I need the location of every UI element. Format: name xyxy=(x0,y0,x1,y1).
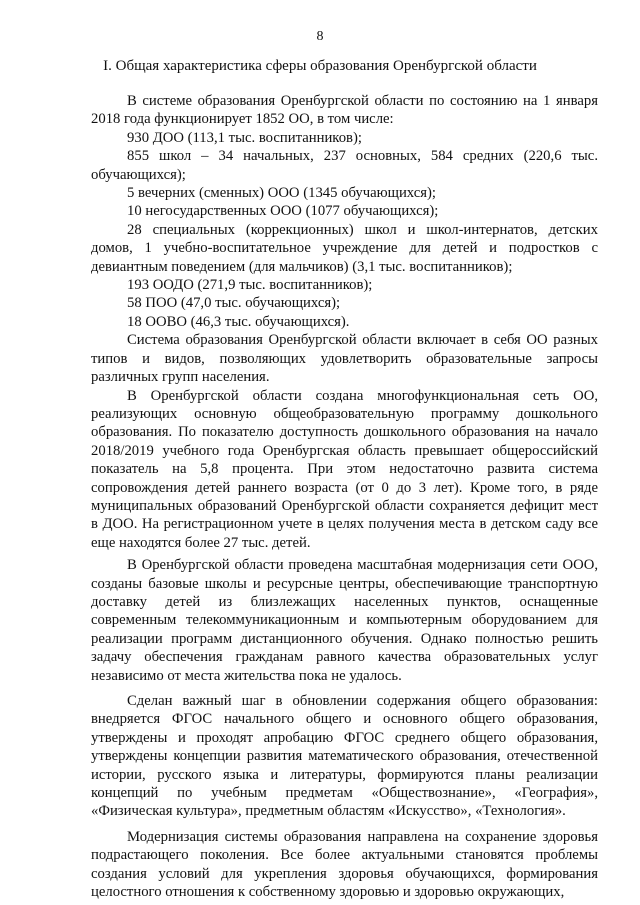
paragraph-content-update: Сделан важный шаг в обновлении содержания общего образования: внедряется ФГОС начального общего и основного общего образования, утверждены и проходят апробацию ФГОС среднего общего образования, утверждены концепции развития математического образования, отечественной истории, русского языка и литературы, формируются планы реализации концепций по учебным предметам «Обществознание», «География», «Физическая культура», предметным областям «Искусство», «Технология». xyxy=(91,693,598,820)
list-item-special-schools: 28 специальных (коррекционных) школ и школ-интернатов, детских домов, 1 учебно-воспитательное учреждение для детей и подростков с девиантным поведением (для мальчиков) (3,1 тыс. воспитанников); xyxy=(91,221,598,275)
list-item-poo: 58 ПОО (47,0 тыс. обучающихся); xyxy=(127,295,341,312)
page-number: 8 xyxy=(316,29,324,44)
section-heading: I. Общая характеристика сферы образования Оренбургской области xyxy=(103,58,537,74)
paragraph-preschool-network: В Оренбургской области создана многофункциональная сеть ОО, реализующих основную общеобразовательную программу дошкольного образования. По показателю доступность дошкольного образования на начало 2018/2019 учебного года Оренбургская область превышает общероссийский показатель на 5,8 процента. При этом недостаточно развита система сопровождения детей раннего возраста (от 0 до 3 лет). Кроме того, в ряде муниципальных образований Оренбургской области сохраняется дефицит мест в ДОО. На регистрационном учете в целях получения места в детском саду все еще находятся более 27 тыс. детей. xyxy=(91,387,598,551)
list-item-schools: 855 школ – 34 начальных, 237 основных, 584 средних (220,6 тыс. обучающихся); xyxy=(91,148,598,183)
body-text xyxy=(91,92,598,901)
paragraph-system-types: Система образования Оренбургской области включает в себя ОО разных типов и видов, позволяющих удовлетворить образовательные запросы различных групп населения. xyxy=(91,332,598,386)
list-item-private-schools: 10 негосударственных ООО (1077 обучающихся); xyxy=(127,203,439,220)
paragraph-intro: В системе образования Оренбургской области по состоянию на 1 января 2018 года функционирует 1852 ОО, в том числе: xyxy=(91,93,598,128)
list-item-oovo: 18 ООВО (46,3 тыс. обучающихся). xyxy=(127,313,350,330)
list-item-evening-schools: 5 вечерних (сменных) ООО (1345 обучающихся); xyxy=(127,185,436,202)
paragraph-health: Модернизация системы образования направлена на сохранение здоровья подрастающего поколения. Все более актуальными становятся проблемы создания условий для укрепления здоровья обучающихся, формирования целостного отношения к собственному здоровью и здоровью окружающих, xyxy=(91,828,598,901)
paragraph-school-modernization: В Оренбургской области проведена масштабная модернизация сети ООО, созданы базовые школы и ресурсные центры, обеспечивающие транспортную доставку детей из близлежащих населенных пунктов, оснащенные современным телекоммуникационным и компьютерным оборудованием для реализации программ дистанционного обучения. Однако полностью решить задачу обеспечения гражданам равного качества образовательных услуг независимо от места жительства пока не удалось. xyxy=(91,557,598,684)
list-item-doo: 930 ДОО (113,1 тыс. воспитанников); xyxy=(127,129,362,146)
list-item-oodo: 193 ООДО (271,9 тыс. воспитанников); xyxy=(127,277,373,294)
